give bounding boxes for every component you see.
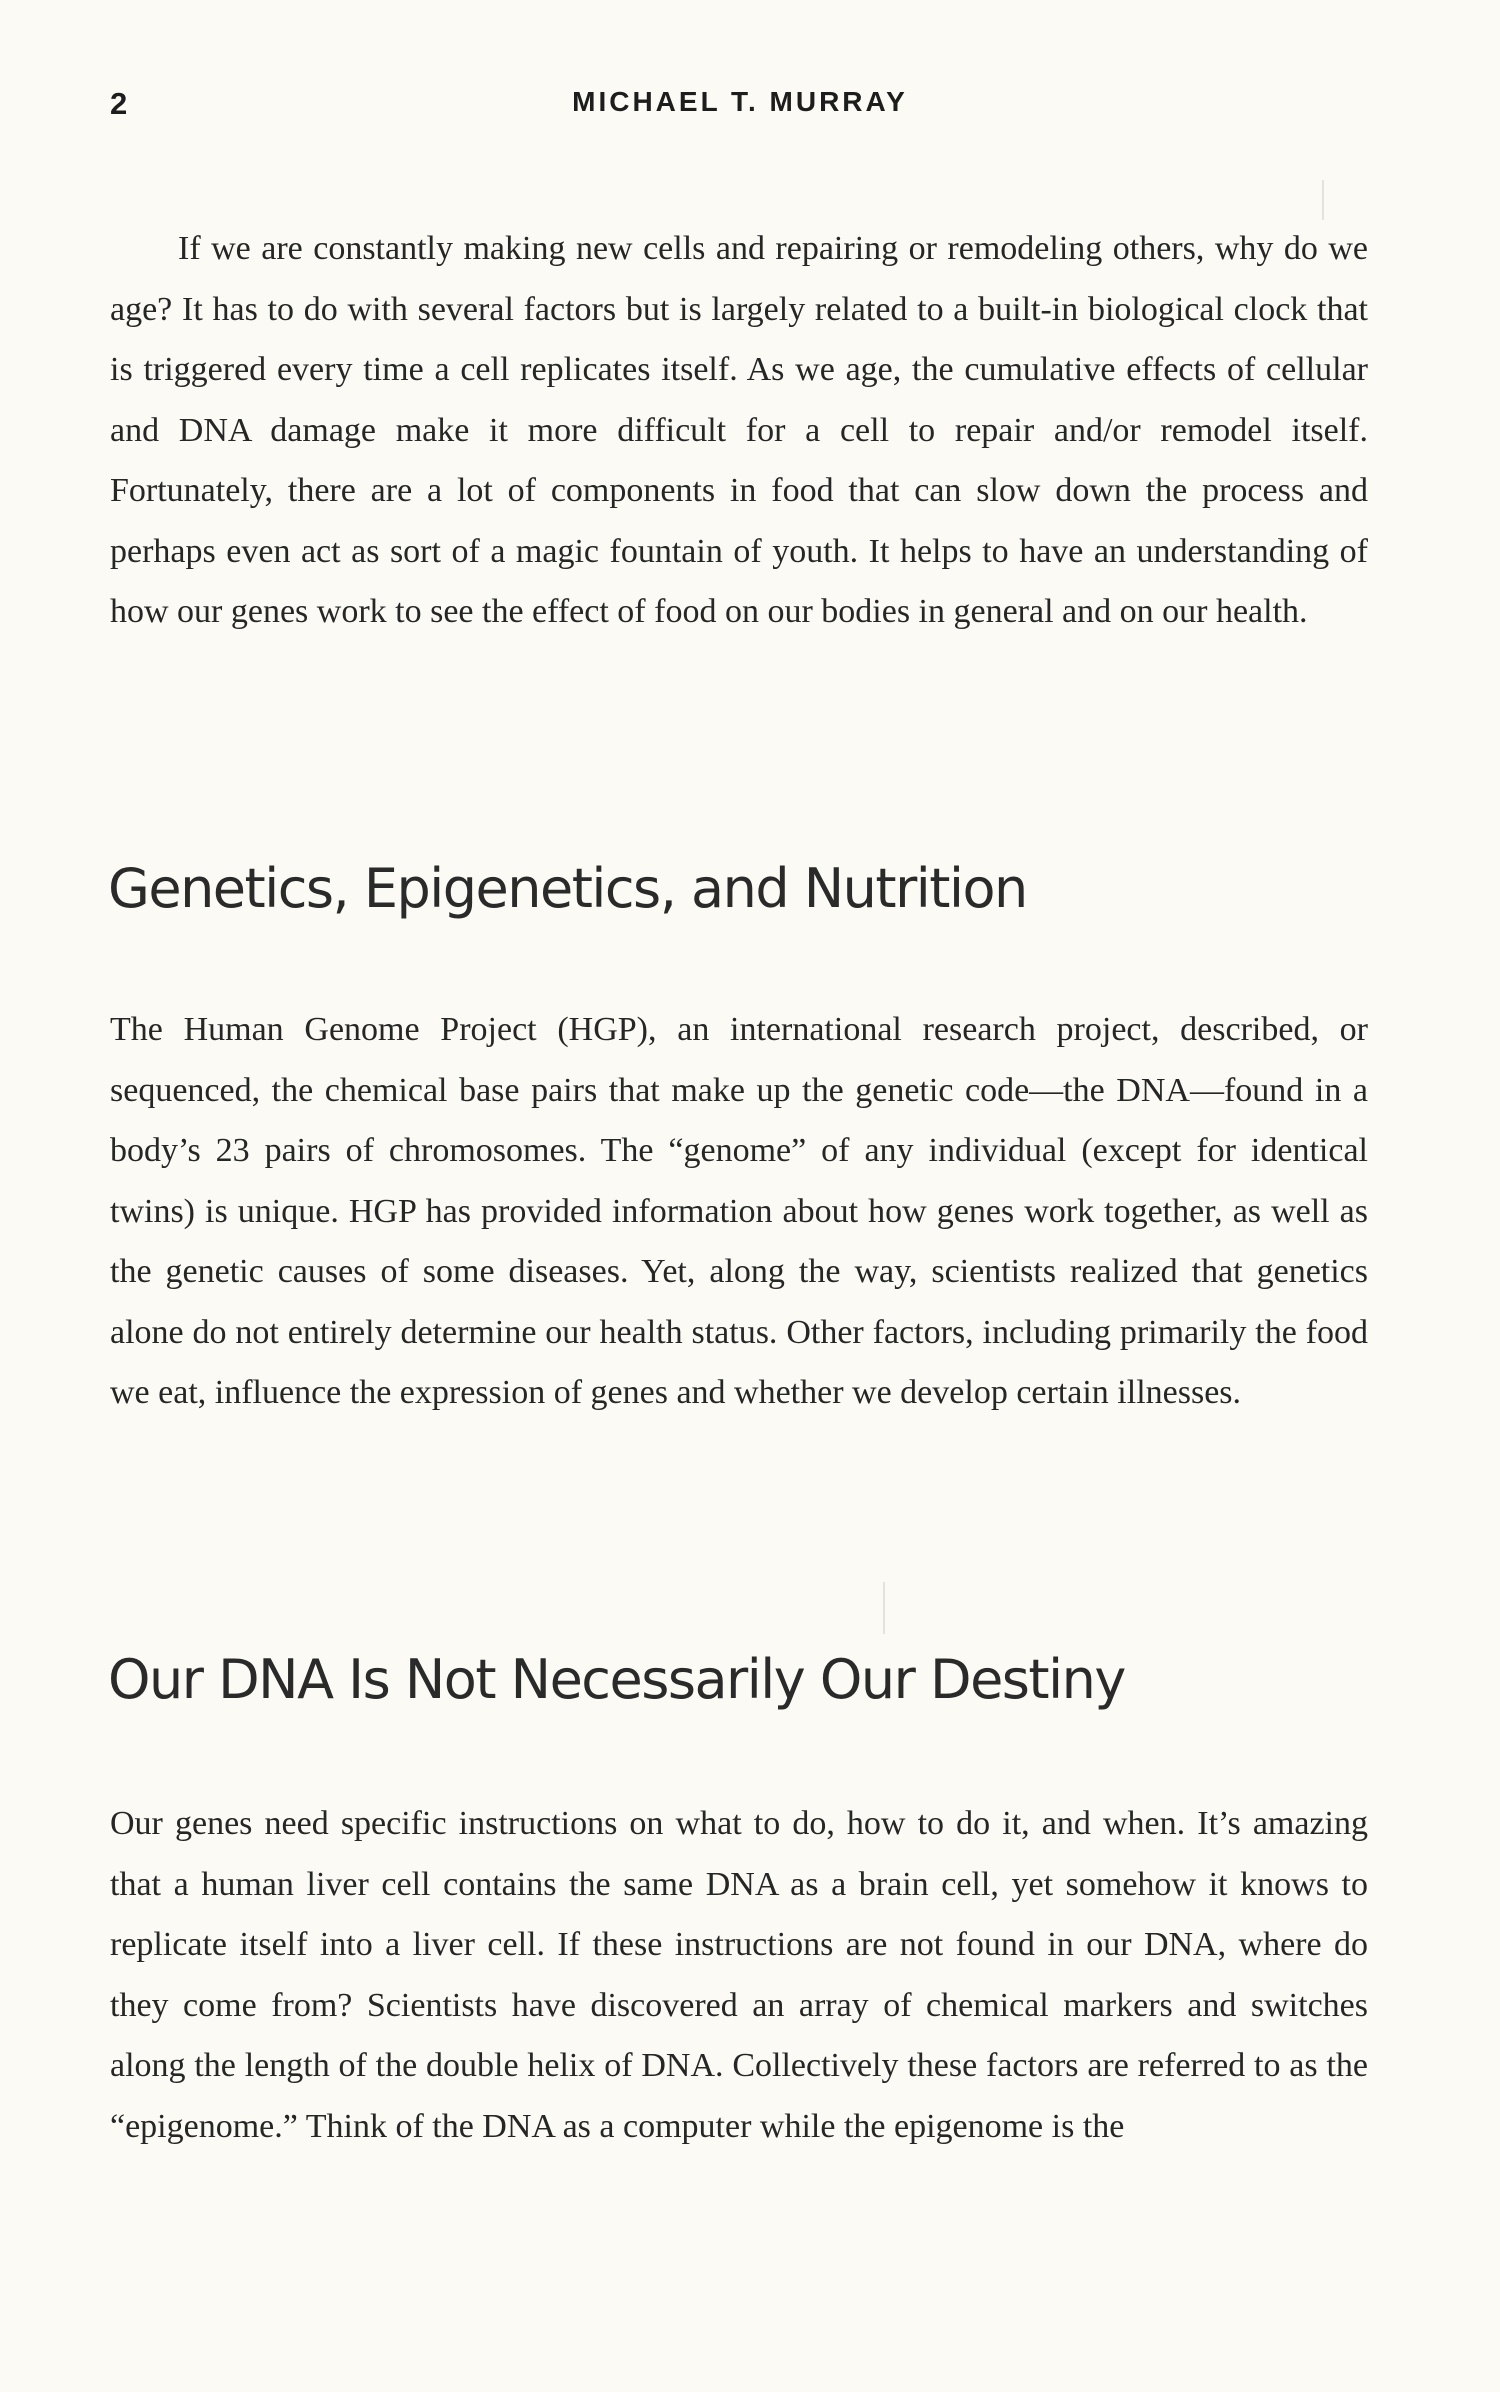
page-number: 2 bbox=[110, 86, 129, 121]
scan-artifact-mark bbox=[883, 1582, 885, 1634]
running-head-author: MICHAEL T. MURRAY bbox=[572, 86, 908, 117]
section-heading-genetics: Genetics, Epigenetics, and Nutrition bbox=[108, 857, 1027, 920]
body-paragraph-epigenome: Our genes need specific instructions on what to do, how to do it, and when. It’s amazing that a human liver cell contains the same DNA as a brain cell, yet somehow it knows to replicate itself into a liver cell. If these instructions are not found in our DNA, where do they come from? Scientists have discovered an array of chemical markers and switches along the length of the double helix of DNA. Collectively these factors are referred to as the “epigenome.” Think of the DNA as a computer while the epigenome is the bbox=[110, 1805, 1368, 2145]
scan-artifact-mark bbox=[1322, 180, 1324, 220]
body-paragraph-genome-project: The Human Genome Project (HGP), an international research project, described, or sequenced, the chemical base pairs that make up the genetic code—the DNA—found in a body’s 23 pairs of chromosomes. The “genome” of any individual (except for identical twins) is unique. HGP has provided information about how genes work together, as well as the genetic causes of some diseases. Yet, along the way, scientists realized that genetics alone do not entirely determine our health status. Other factors, including primarily the food we eat, influence the expression of genes and whether we develop certain illnesses. bbox=[110, 1011, 1368, 1411]
section-heading-dna-destiny: Our DNA Is Not Necessarily Our Destiny bbox=[108, 1648, 1125, 1711]
page-header bbox=[110, 86, 1370, 126]
body-paragraph-aging: If we are constantly making new cells and repairing or remodeling others, why do we age? It has to do with several factors but is largely related to a built-in biological clock that is triggered every time a cell replicates itself. As we age, the cumulative effects of cellular and DNA damage make it more difficult for a cell to repair and/or remodel itself. Fortunately, there are a lot of components in food that can slow down the process and perhaps even act as sort of a magic fountain of youth. It helps to have an understanding of how our genes work to see the effect of food on our bodies in general and on our health. bbox=[110, 230, 1368, 630]
